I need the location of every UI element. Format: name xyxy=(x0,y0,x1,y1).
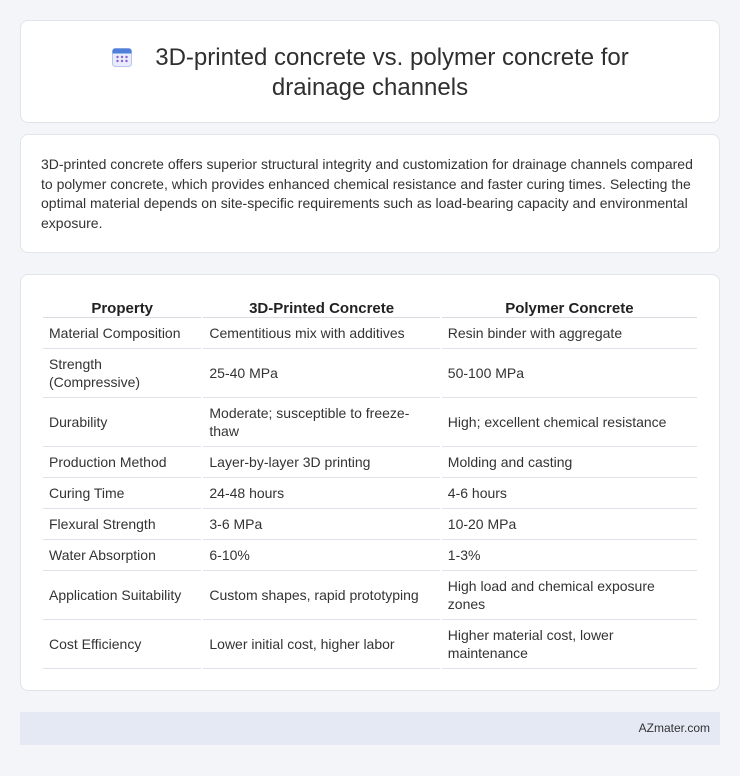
table-cell: Moderate; susceptible to freeze-thaw xyxy=(203,398,439,447)
column-header: Polymer Concrete xyxy=(442,296,697,318)
table-cell: Strength (Compressive) xyxy=(43,349,201,398)
comparison-table-card xyxy=(20,274,720,691)
table-row xyxy=(43,349,697,398)
table-cell: High; excellent chemical resistance xyxy=(442,398,697,447)
table-row xyxy=(43,318,697,349)
table-cell: Higher material cost, lower maintenance xyxy=(442,620,697,669)
page-title: 3D-printed concrete vs. polymer concrete for drainage channels xyxy=(155,44,629,101)
table-cell: 6-10% xyxy=(203,540,439,571)
table-cell: 25-40 MPa xyxy=(203,349,439,398)
comparison-table xyxy=(41,296,699,669)
table-row xyxy=(43,509,697,540)
table-cell: Layer-by-layer 3D printing xyxy=(203,447,439,478)
table-cell: Curing Time xyxy=(43,478,201,509)
table-row xyxy=(43,540,697,571)
table-cell: Water Absorption xyxy=(43,540,201,571)
table-row xyxy=(43,478,697,509)
summary-card xyxy=(20,134,720,253)
table-row xyxy=(43,571,697,620)
calendar-icon xyxy=(111,46,133,68)
table-cell: Flexural Strength xyxy=(43,509,201,540)
table-row xyxy=(43,447,697,478)
table-cell: Durability xyxy=(43,398,201,447)
table-cell: 24-48 hours xyxy=(203,478,439,509)
column-header: 3D-Printed Concrete xyxy=(203,296,439,318)
table-cell: 10-20 MPa xyxy=(442,509,697,540)
title-card xyxy=(20,20,720,123)
table-row xyxy=(43,398,697,447)
table-cell: Lower initial cost, higher labor xyxy=(203,620,439,669)
table-cell: 50-100 MPa xyxy=(442,349,697,398)
table-cell: Cost Efficiency xyxy=(43,620,201,669)
page-title-wrap xyxy=(21,43,719,103)
table-cell: 1-3% xyxy=(442,540,697,571)
table-cell: Material Composition xyxy=(43,318,201,349)
table-cell: Cementitious mix with additives xyxy=(203,318,439,349)
table-cell: Application Suitability xyxy=(43,571,201,620)
table-cell: Custom shapes, rapid prototyping xyxy=(203,571,439,620)
table-header-row xyxy=(43,296,697,318)
table-cell: High load and chemical exposure zones xyxy=(442,571,697,620)
footer-bar xyxy=(20,712,720,745)
column-header: Property xyxy=(43,296,201,318)
table-cell: Molding and casting xyxy=(442,447,697,478)
table-row xyxy=(43,620,697,669)
table-cell: Production Method xyxy=(43,447,201,478)
summary-text: 3D-printed concrete offers superior structural integrity and customization for drainage channels compared to polymer concrete, which provides enhanced chemical resistance and faster curing times. Selecting the optimal material depends on site-specific requirements such as load-bearing capacity and environmental exposure. xyxy=(41,156,693,231)
table-cell: 3-6 MPa xyxy=(203,509,439,540)
footer-brand-link[interactable]: AZmater.com xyxy=(638,721,710,735)
table-cell: 4-6 hours xyxy=(442,478,697,509)
table-cell: Resin binder with aggregate xyxy=(442,318,697,349)
